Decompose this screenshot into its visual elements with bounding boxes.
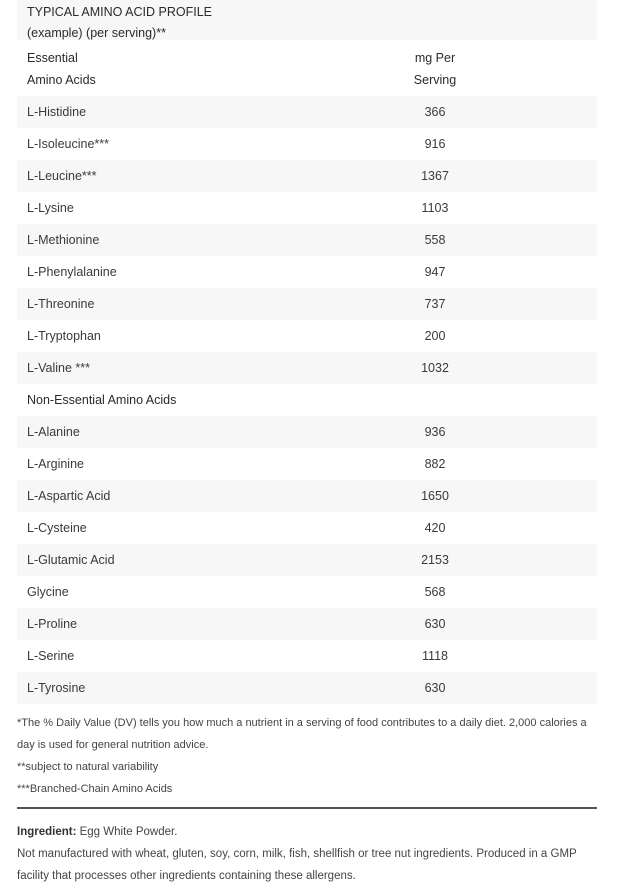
amino-acid-name: L-Tryptophan [27,329,101,343]
amino-acid-mg: 916 [424,137,446,151]
section-divider [17,807,597,809]
table-row [17,96,597,128]
table-title [17,0,597,40]
amino-acid-name: L-Aspartic Acid [27,489,111,503]
ingredient-value: Egg White Powder. [76,826,178,838]
amino-acid-mg: 1032 [421,361,449,375]
amino-acid-name: L-Alanine [27,425,80,439]
amino-acid-mg: 936 [424,425,446,439]
amino-acid-name: L-Proline [27,617,78,631]
amino-acid-name: L-Leucine*** [27,169,97,183]
amino-acid-name: L-Arginine [27,457,84,471]
footnote-daily-value: *The % Daily Value (DV) tells you how much a nutrient in a serving of food contributes to a daily diet. 2,000 calories a day is used for general nutrition advice. [17,717,587,751]
amino-acid-mg: 737 [424,297,446,311]
table-row [17,608,597,640]
table-row [17,224,597,256]
amino-acid-name: L-Serine [27,649,75,663]
amino-acid-mg: 366 [424,105,446,119]
table-title-line-1: TYPICAL AMINO ACID PROFILE [27,5,212,19]
column-header-mg [390,47,480,96]
amino-acid-mg: 630 [424,617,446,631]
table-row [17,576,597,608]
table-row [17,416,597,448]
table-row [17,672,597,704]
ingredient-line [17,821,607,843]
amino-acid-name: L-Isoleucine*** [27,137,109,151]
allergen-statement: Not manufactured with wheat, gluten, soy, corn, milk, fish, shellfish or tree nut ingredients. Produced in a GMP facility that processes other ingredients containing these allergens. [17,848,577,882]
footnotes [17,712,607,800]
table-row [17,448,597,480]
column-header-mg-line-2: Serving [413,73,457,87]
amino-acid-name: L-Tyrosine [27,681,86,695]
table-row [17,512,597,544]
amino-acid-mg: 1103 [421,201,449,215]
essential-amino-acid-rows [17,96,597,384]
amino-acid-mg: 568 [424,585,446,599]
amino-acid-mg: 200 [424,329,446,343]
footnote-variability: **subject to natural variability [17,761,159,773]
amino-acid-name: L-Lysine [27,201,74,215]
amino-acid-mg: 2153 [421,553,449,567]
amino-acid-name: L-Phenylalanine [27,265,117,279]
non-essential-section-heading [17,384,597,416]
footnote-bcaa: ***Branched-Chain Amino Acids [17,783,173,795]
table-row [17,640,597,672]
amino-acid-mg: 630 [424,681,446,695]
section-heading-label: Non-Essential Amino Acids [27,393,177,407]
table-row [17,192,597,224]
table-row [17,352,597,384]
amino-acid-mg: 1118 [422,649,448,663]
table-row [17,256,597,288]
amino-acid-mg: 420 [424,521,446,535]
ingredients-section [17,821,607,887]
amino-acid-name: Glycine [27,585,69,599]
amino-acid-mg: 947 [424,265,446,279]
amino-acid-name: L-Threonine [27,297,95,311]
amino-acid-name: L-Cysteine [27,521,87,535]
table-header [17,40,597,96]
amino-acid-mg: 558 [424,233,446,247]
table-title-line-2: (example) (per serving)** [27,26,166,40]
amino-acid-table [17,0,597,704]
ingredient-label: Ingredient: [17,826,77,838]
table-row [17,320,597,352]
table-row [17,544,597,576]
amino-acid-mg: 882 [424,457,446,471]
amino-acid-mg: 1650 [421,489,449,503]
column-header-name-line-2: Amino Acids [27,73,96,87]
table-row [17,288,597,320]
column-header-name [17,47,390,96]
column-header-mg-line-1: mg Per [414,51,456,65]
column-header-name-line-1: Essential [27,51,78,65]
table-row [17,128,597,160]
table-row [17,160,597,192]
non-essential-amino-acid-rows [17,416,597,704]
amino-acid-mg: 1367 [421,169,449,183]
table-row [17,480,597,512]
amino-acid-name: L-Glutamic Acid [27,553,115,567]
amino-acid-name: L-Histidine [27,105,87,119]
amino-acid-name: L-Methionine [27,233,100,247]
amino-acid-name: L-Valine *** [27,361,91,375]
